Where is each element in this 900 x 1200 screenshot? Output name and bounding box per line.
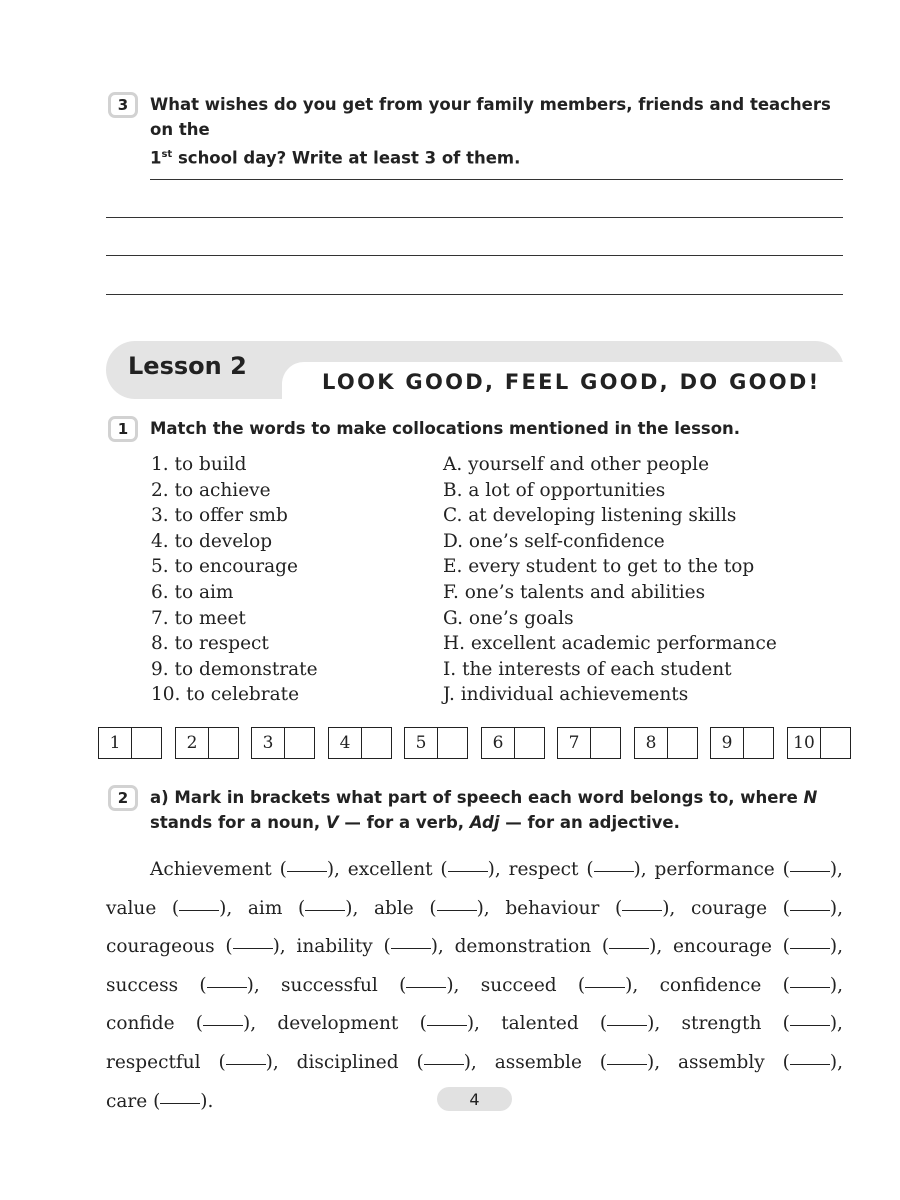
answer-cell[interactable] [438,728,467,758]
answer-blank[interactable] [179,909,219,911]
answer-blank[interactable] [437,909,477,911]
word-text: respectful [106,1051,201,1073]
answer-number: 1 [99,728,132,758]
word-text: talented [501,1013,579,1035]
word-item: behaviour ( ), [505,897,676,919]
verb-item: 10. to celebrate [151,684,300,706]
word-text: encourage [672,936,772,958]
word-text: behaviour [505,897,600,919]
word-text: able [373,897,414,919]
answer-box-8 [634,727,698,759]
answer-blank[interactable] [427,1024,467,1026]
ending-item: I. the interests of each student [443,658,732,680]
adjective-abbr: Adj [469,813,500,832]
exercise-2-instruction-part-a: a) Mark in brackets what part of speech each word belongs to, where [150,788,804,807]
word-text: development [277,1013,399,1035]
word-item: respectful ( ), [106,1051,279,1073]
answer-cell[interactable] [668,728,697,758]
answer-cell[interactable] [821,728,850,758]
answer-box-6 [481,727,545,759]
answer-blank[interactable] [406,986,446,988]
verb-item: 5. to encourage [151,556,298,578]
word-text: disciplined [296,1051,399,1073]
answer-blank[interactable] [203,1024,243,1026]
word-text: confidence [659,974,762,996]
word-text: care [106,1090,148,1112]
answer-number: 2 [176,728,209,758]
answer-cell[interactable] [515,728,544,758]
exercise-3-instruction-line2: school day? Write at least 3 of them. [172,148,521,168]
answer-blank[interactable] [790,909,830,911]
exercise-3-instruction-line1: What wishes do you get from your family members, friends and teachers on the [150,95,831,139]
verbs-list [151,452,318,708]
exercise-3-instruction [150,92,850,171]
answer-blank[interactable] [607,1063,647,1065]
lesson-label: Lesson 2 [128,352,247,380]
answer-blank[interactable] [160,1102,200,1104]
answer-number: 5 [405,728,438,758]
word-item: disciplined ( ), [296,1051,477,1073]
answer-cell[interactable] [209,728,238,758]
word-item: aim ( ), [247,897,359,919]
exercise-1-number-badge [108,416,138,442]
answer-number: 10 [788,728,821,758]
answer-blank[interactable] [790,1024,830,1026]
word-item: development ( ), [277,1013,480,1035]
answer-box-4 [328,727,392,759]
answer-number: 9 [711,728,744,758]
exercise-2-instruction [150,785,850,835]
answer-number: 8 [635,728,668,758]
lesson-title: LOOK GOOD, FEEL GOOD, DO GOOD! [322,370,821,394]
answer-number: 6 [482,728,515,758]
word-item: able ( ), [373,897,490,919]
exercise-2-instruction-part-d: — for an adjective. [499,813,680,832]
answer-blank[interactable] [622,909,662,911]
word-text: value [106,897,157,919]
exercise-2-number-badge [108,785,138,811]
answer-blank[interactable] [391,947,431,949]
word-item: excellent ( ), [347,859,501,880]
answer-number: 7 [558,728,591,758]
word-item: success ( ), [106,974,260,996]
writing-line-3[interactable] [106,255,843,256]
endings-list [443,452,777,708]
word-item: courageous ( ), [106,936,286,958]
answer-cell[interactable] [362,728,391,758]
ending-item: G. one’s goals [443,607,574,629]
answer-cell[interactable] [744,728,773,758]
word-item: demonstration ( ), [454,936,663,958]
answer-blank[interactable] [790,947,830,949]
answer-blank[interactable] [790,870,830,872]
word-text: assemble [494,1051,582,1073]
word-item: confide ( ), [106,1013,257,1035]
word-item: confidence ( ), [659,974,843,996]
ending-item: J. individual achievements [443,684,689,706]
writing-line-2[interactable] [106,217,843,218]
ending-item: A. yourself and other people [443,454,710,475]
answer-blank[interactable] [424,1063,464,1065]
verb-item: 6. to aim [151,581,234,603]
word-text: courage [690,897,768,919]
verb-abbr: V [325,813,339,832]
verb-item: 3. to offer smb [151,505,288,527]
exercise-1-number: 1 [117,420,129,438]
word-item: assembly ( ), [678,1051,843,1073]
verb-item: 4. to develop [151,530,273,552]
word-item: talented ( ), [501,1013,661,1035]
word-text: Achievement [150,859,272,880]
ending-item: E. every student to get to the top [443,556,755,578]
answer-blank[interactable] [448,870,488,872]
word-text: aim [247,897,283,919]
answer-box-5 [404,727,468,759]
answer-blank[interactable] [226,1063,266,1065]
answer-blank[interactable] [585,986,625,988]
word-text: courageous [106,936,215,958]
verb-item: 1. to build [151,454,247,475]
word-item: value ( ), [106,897,233,919]
exercise-3-number: 3 [117,96,129,114]
answer-cell[interactable] [132,728,161,758]
exercise-2-number: 2 [117,789,129,807]
word-text: excellent [347,859,433,880]
verb-item: 8. to respect [151,633,269,655]
verb-item: 7. to meet [151,607,246,629]
word-item: succeed ( ), [480,974,639,996]
word-text: demonstration [454,936,592,958]
writing-line-1[interactable] [150,179,843,180]
verb-item: 9. to demonstrate [151,658,318,680]
answer-box-7 [557,727,621,759]
answer-blank[interactable] [233,947,273,949]
answer-number: 3 [252,728,285,758]
ending-item: F. one’s talents and abilities [443,581,706,603]
word-text: strength [681,1013,762,1035]
answer-blank[interactable] [207,986,247,988]
exercise-3-number-badge [108,92,138,118]
answer-blank[interactable] [287,870,327,872]
ending-item: B. a lot of opportunities [443,479,666,501]
word-item: courage ( ), [690,897,843,919]
word-item: encourage ( ), [672,936,843,958]
answer-cell[interactable] [285,728,314,758]
answer-blank[interactable] [607,1024,647,1026]
writing-line-4[interactable] [106,294,843,295]
word-text: successful [281,974,378,996]
answer-blank[interactable] [305,909,345,911]
exercise-3-ordinal: 1 [150,148,162,168]
word-item: Achievement ( ), [150,859,340,880]
answer-box-2 [175,727,239,759]
exercise-3-ordinal-suffix: st [161,149,173,160]
exercise-2-instruction-part-c: — for a verb, [338,813,470,832]
word-item: successful ( ), [281,974,460,996]
word-item: assemble ( ), [494,1051,661,1073]
word-text: success [106,974,179,996]
verb-item: 2. to achieve [151,479,271,501]
ending-item: C. at developing listening skills [443,505,737,527]
word-text: respect [508,859,579,880]
page-number: 4 [437,1087,512,1111]
word-text: inability [296,936,373,958]
ending-item: H. excellent academic performance [443,633,777,655]
word-item: performance ( ), [654,859,843,880]
answer-blank[interactable] [609,947,649,949]
answer-number: 4 [329,728,362,758]
word-text: succeed [480,974,557,996]
word-item: care ( ). [106,1090,214,1112]
answer-box-3 [251,727,315,759]
answer-box-10 [787,727,851,759]
word-item: strength ( ), [681,1013,843,1035]
answer-box-9 [710,727,774,759]
word-text: confide [106,1013,175,1035]
answer-blank[interactable] [790,1063,830,1065]
word-text: assembly [678,1051,765,1073]
answer-blank[interactable] [594,870,634,872]
word-item: respect ( ), [508,859,647,880]
ending-item: D. one’s self-confidence [443,530,665,552]
word-list-paragraph [106,851,843,1121]
answer-cell[interactable] [591,728,620,758]
noun-abbr: N [803,788,818,807]
exercise-1-instruction: Match the words to make collocations mentioned in the lesson. [150,419,741,438]
answer-blank[interactable] [790,986,830,988]
answer-box-1 [98,727,162,759]
word-item: inability ( ), [296,936,444,958]
word-text: performance [654,859,775,880]
exercise-2-instruction-part-b: stands for a noun, [150,813,326,832]
